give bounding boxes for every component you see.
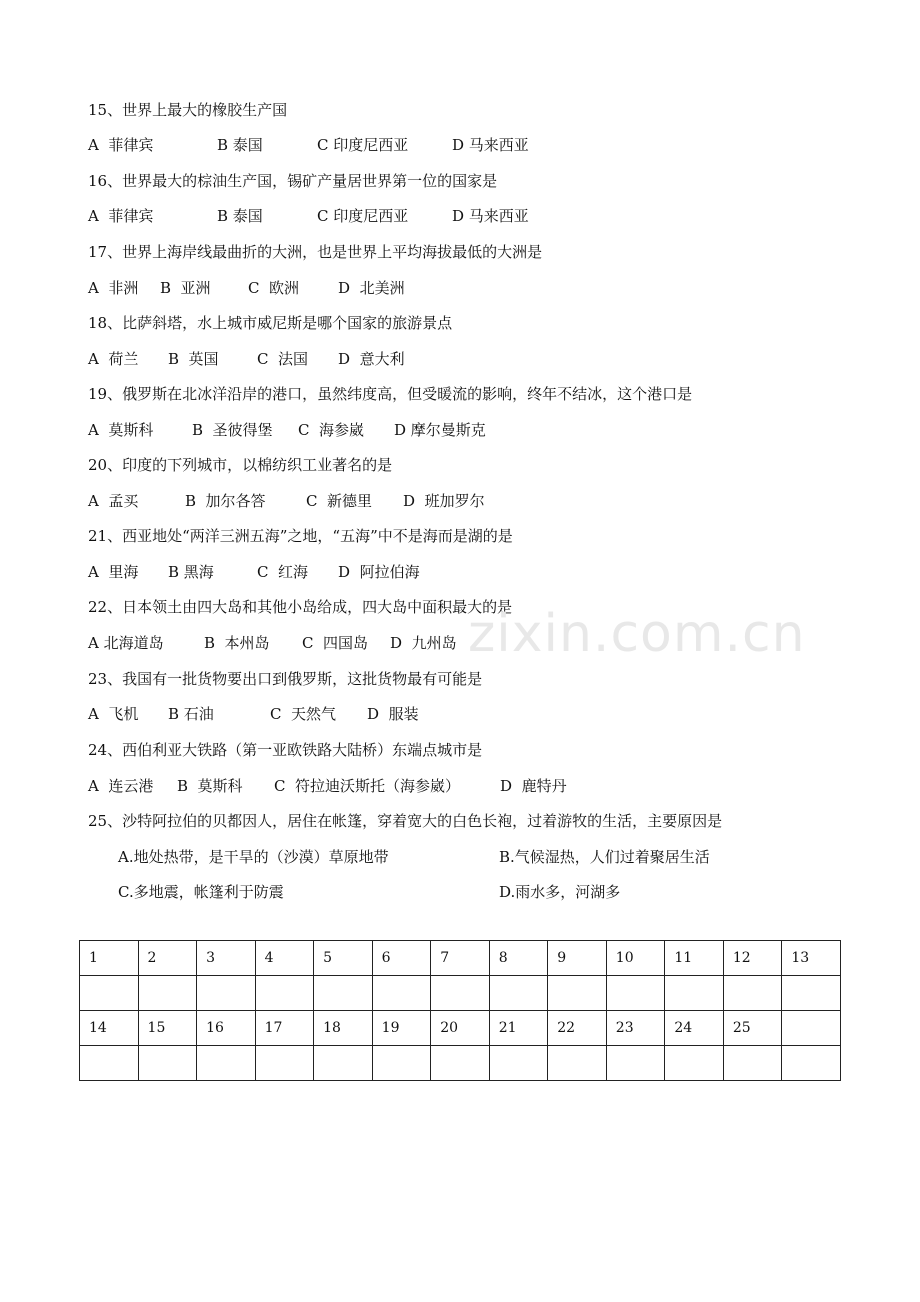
- option-a: A 菲律宾: [88, 207, 154, 225]
- table-cell: 5: [314, 941, 373, 976]
- option-b: B 亚洲: [160, 279, 211, 297]
- table-row-answers: [80, 1046, 841, 1081]
- answer-cell[interactable]: [197, 976, 256, 1011]
- table-cell: 19: [372, 1011, 431, 1046]
- option-b: B 本州岛: [204, 634, 270, 652]
- option-a: A.地处热带，是干旱的（沙漠）草原地带: [118, 848, 389, 866]
- answer-cell[interactable]: [606, 976, 665, 1011]
- option-b: B 莫斯科: [177, 777, 243, 795]
- option-d: D 摩尔曼斯克: [394, 421, 486, 439]
- answer-cell[interactable]: [138, 976, 197, 1011]
- table-cell: 4: [255, 941, 314, 976]
- option-a: A 飞机: [88, 705, 139, 723]
- answer-cell[interactable]: [372, 976, 431, 1011]
- option-b: B 加尔各答: [185, 492, 266, 510]
- option-b: B 泰国: [217, 136, 263, 154]
- option-d: D 马来西亚: [452, 207, 529, 225]
- answer-cell[interactable]: [548, 976, 607, 1011]
- option-b: B 泰国: [217, 207, 263, 225]
- option-c: C 印度尼西亚: [317, 136, 409, 154]
- option-c: C 欧洲: [248, 279, 300, 297]
- answer-cell[interactable]: [665, 1046, 724, 1081]
- option-a: A 菲律宾: [88, 136, 154, 154]
- answer-cell[interactable]: [782, 976, 841, 1011]
- option-d: D 意大利: [338, 350, 405, 368]
- table-cell: 11: [665, 941, 724, 976]
- answer-cell[interactable]: [314, 976, 373, 1011]
- table-cell: 10: [606, 941, 665, 976]
- option-c: C 天然气: [270, 705, 337, 723]
- option-d: D 阿拉伯海: [338, 563, 420, 581]
- question-stem: 16、世界最大的棕油生产国，锡矿产量居世界第一位的国家是: [88, 172, 498, 190]
- option-a: A 孟买: [88, 492, 139, 510]
- question-stem: 20、印度的下列城市，以棉纺织工业著名的是: [88, 456, 393, 474]
- table-cell: 7: [431, 941, 490, 976]
- table-cell: 24: [665, 1011, 724, 1046]
- option-a: A 荷兰: [88, 350, 139, 368]
- option-b: B 黑海: [168, 563, 214, 581]
- option-d: D 九州岛: [390, 634, 457, 652]
- question-stem: 24、西伯利亚大铁路（第一亚欧铁路大陆桥）东端点城市是: [88, 741, 483, 759]
- option-c: C 印度尼西亚: [317, 207, 409, 225]
- answer-cell[interactable]: [80, 1046, 139, 1081]
- answer-cell[interactable]: [255, 1046, 314, 1081]
- answer-cell[interactable]: [489, 1046, 548, 1081]
- table-cell: 22: [548, 1011, 607, 1046]
- table-cell: 13: [782, 941, 841, 976]
- table-cell: 3: [197, 941, 256, 976]
- table-cell: 9: [548, 941, 607, 976]
- option-d: D 服装: [367, 705, 419, 723]
- table-cell: 21: [489, 1011, 548, 1046]
- answer-cell[interactable]: [431, 976, 490, 1011]
- table-cell: 23: [606, 1011, 665, 1046]
- option-a: A 莫斯科: [88, 421, 154, 439]
- answer-cell[interactable]: [489, 976, 548, 1011]
- answer-table: [79, 940, 841, 1081]
- answer-cell[interactable]: [372, 1046, 431, 1081]
- answer-cell[interactable]: [548, 1046, 607, 1081]
- answer-cell[interactable]: [606, 1046, 665, 1081]
- question-stem: 21、西亚地处“两洋三洲五海”之地，“五海”中不是海而是湖的是: [88, 527, 513, 545]
- watermark: zixin.com.cn: [468, 604, 806, 664]
- table-cell: 1: [80, 941, 139, 976]
- question-stem: 23、我国有一批货物要出口到俄罗斯，这批货物最有可能是: [88, 670, 483, 688]
- answer-cell[interactable]: [138, 1046, 197, 1081]
- answer-cell[interactable]: [665, 976, 724, 1011]
- option-c: C 法国: [257, 350, 309, 368]
- table-cell: 25: [723, 1011, 782, 1046]
- table-cell: 20: [431, 1011, 490, 1046]
- table-cell: 18: [314, 1011, 373, 1046]
- answer-cell[interactable]: [255, 976, 314, 1011]
- option-c: C 海参崴: [298, 421, 365, 439]
- answer-cell[interactable]: [80, 976, 139, 1011]
- option-d: D 鹿特丹: [500, 777, 567, 795]
- table-row-numbers: [80, 1011, 841, 1046]
- table-cell: 6: [372, 941, 431, 976]
- table-cell: 16: [197, 1011, 256, 1046]
- answer-cell[interactable]: [723, 976, 782, 1011]
- option-c: C 新德里: [306, 492, 373, 510]
- question-stem: 17、世界上海岸线最曲折的大洲，也是世界上平均海拔最低的大洲是: [88, 243, 543, 261]
- option-a: A 北海道岛: [88, 634, 164, 652]
- option-b: B 英国: [168, 350, 219, 368]
- table-cell: 8: [489, 941, 548, 976]
- table-cell: 14: [80, 1011, 139, 1046]
- option-b: B 石油: [168, 705, 214, 723]
- option-c: C 红海: [257, 563, 309, 581]
- question-stem: 22、日本领土由四大岛和其他小岛给成，四大岛中面积最大的是: [88, 598, 513, 616]
- table-cell: 12: [723, 941, 782, 976]
- question-stem: 25、沙特阿拉伯的贝都因人，居住在帐篷，穿着宽大的白色长袍，过着游牧的生活，主要原因是: [88, 812, 723, 830]
- option-b: B.气候湿热，人们过着聚居生活: [499, 848, 710, 866]
- table-cell: 2: [138, 941, 197, 976]
- table-row-answers: [80, 976, 841, 1011]
- option-a: A 连云港: [88, 777, 154, 795]
- option-d: D 班加罗尔: [403, 492, 485, 510]
- answer-cell[interactable]: [723, 1046, 782, 1081]
- option-a: A 里海: [88, 563, 139, 581]
- table-cell: 17: [255, 1011, 314, 1046]
- question-stem: 19、俄罗斯在北冰洋沿岸的港口，虽然纬度高，但受暖流的影响，终年不结冰，这个港口是: [88, 385, 693, 403]
- option-c: C 四国岛: [302, 634, 369, 652]
- option-d: D 北美洲: [338, 279, 405, 297]
- question-stem: 15、世界上最大的橡胶生产国: [88, 101, 288, 119]
- table-cell: 15: [138, 1011, 197, 1046]
- option-a: A 非洲: [88, 279, 139, 297]
- question-stem: 18、比萨斜塔，水上城市威尼斯是哪个国家的旅游景点: [88, 314, 453, 332]
- option-d: D 马来西亚: [452, 136, 529, 154]
- option-b: B 圣彼得堡: [192, 421, 273, 439]
- answer-cell[interactable]: [431, 1046, 490, 1081]
- option-c: C 符拉迪沃斯托（海参崴）: [274, 777, 461, 795]
- table-row-numbers: [80, 941, 841, 976]
- answer-cell[interactable]: [314, 1046, 373, 1081]
- answer-cell[interactable]: [197, 1046, 256, 1081]
- answer-cell[interactable]: [782, 1046, 841, 1081]
- option-d: D.雨水多，河湖多: [499, 883, 621, 901]
- table-cell: [782, 1011, 841, 1046]
- option-c: C.多地震，帐篷利于防震: [118, 883, 284, 901]
